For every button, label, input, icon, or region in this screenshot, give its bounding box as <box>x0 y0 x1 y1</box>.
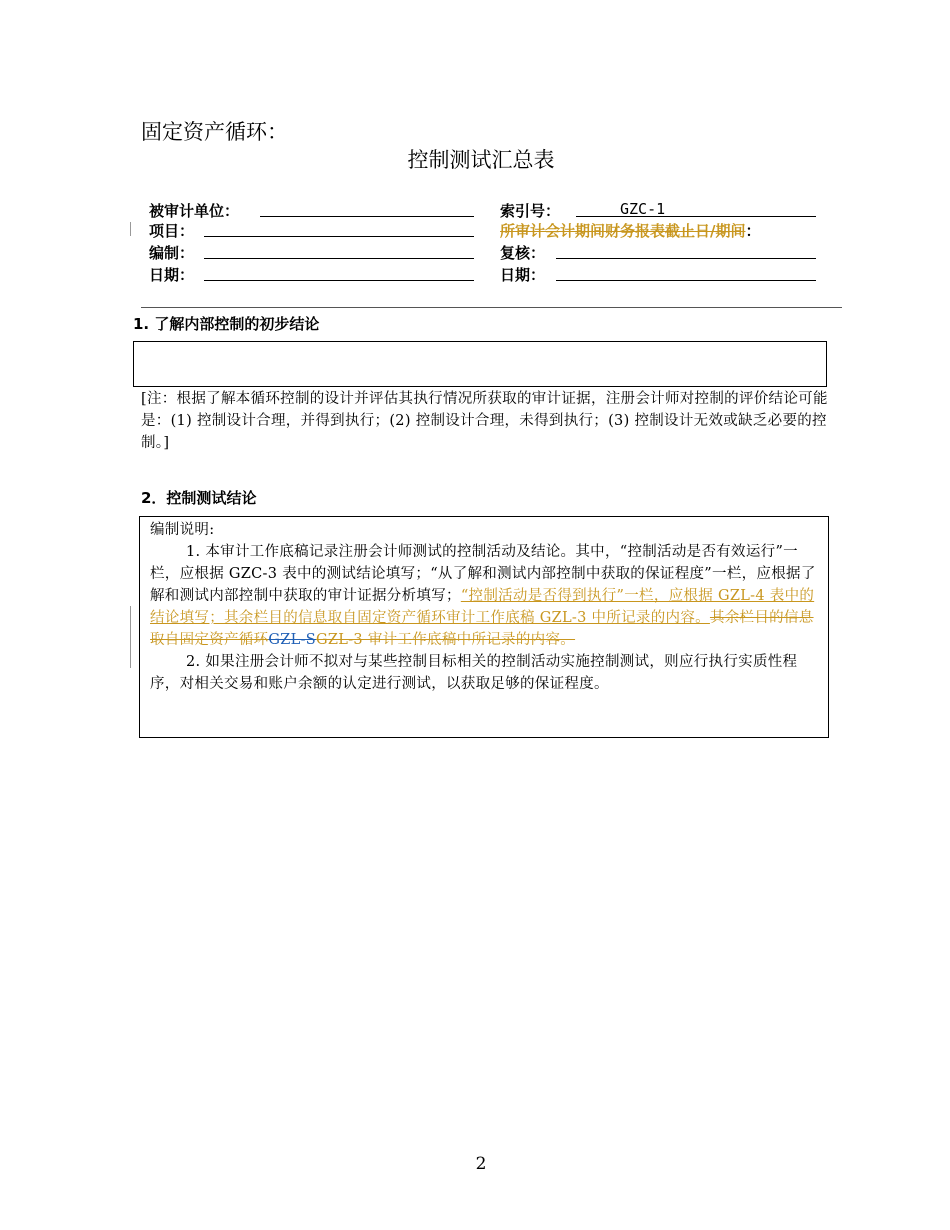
date-label-left: 日期： <box>149 266 195 284</box>
project-label: 项目： <box>149 222 195 240</box>
entity-label: 被审计单位： <box>149 202 240 220</box>
revision-bar <box>130 606 131 668</box>
page-number: 2 <box>475 1154 487 1174</box>
instructions-title: 编制说明: <box>150 522 215 538</box>
document-title: 控制测试汇总表 <box>407 148 555 172</box>
prepared-field-line[interactable] <box>204 258 474 259</box>
preliminary-conclusion-box[interactable] <box>133 341 827 387</box>
date-field-line-left[interactable] <box>204 280 474 281</box>
period-colon: ： <box>745 222 761 240</box>
period-label <box>500 220 761 241</box>
instruction-1-text: 1. 本审计工作底稿记录注册会计师测试的控制活动及结论。其中，“控制活动是否有效运行”一栏，应根据 GZC-3 表中的测试结论填写；“从了解和测试内部控制中获取的保证程度”一栏，应根据了解和测试内部控制中获取的审计证据分析填写； <box>150 544 816 604</box>
instruction-item-1 <box>150 541 819 651</box>
reviewed-field-line[interactable] <box>556 258 816 259</box>
project-field-line[interactable] <box>204 236 474 237</box>
section2-heading: 2．控制测试结论 <box>141 489 257 507</box>
entity-field-line[interactable] <box>260 216 474 217</box>
prepared-label: 编制： <box>149 244 195 262</box>
instructions-box <box>139 516 829 738</box>
instruction-1-deleted-a: 其余栏目的信息取自固定资产循环 <box>150 610 814 648</box>
date-field-line-right[interactable] <box>556 280 816 281</box>
section1-note: [注：根据了解本循环控制的设计并评估其执行情况所获取的审计证据，注册会计师对控制的评价结论可能是：(1) 控制设计合理，并得到执行；(2) 控制设计合理，未得到执行；(3) 控制设计无效或缺乏必要的控制。] <box>141 391 828 451</box>
instruction-1-deleted-blue: GZL-S <box>268 632 317 648</box>
section1-heading: 1. 了解内部控制的初步结论 <box>133 315 320 333</box>
index-value: GZC-1 <box>620 200 666 218</box>
date-label-right: 日期： <box>500 266 546 284</box>
index-label: 索引号： <box>500 202 561 220</box>
instruction-item-2: 2. 如果注册会计师不拟对与某些控制目标相关的控制活动实施控制测试，则应行执行实质性程序，对相关交易和账户余额的认定进行测试，以获取足够的保证程度。 <box>150 654 798 692</box>
reviewed-label: 复核： <box>500 244 546 262</box>
cycle-title: 固定资产循环： <box>141 120 288 144</box>
instruction-1-deleted-b: GZL-3 审计工作底稿中所记录的内容。 <box>316 632 576 648</box>
index-field-line <box>576 216 816 217</box>
section-divider <box>141 307 842 308</box>
period-label-text: 所审计会计期间财务报表截止日/期间 <box>500 222 746 240</box>
instruction-1-inserted: “控制活动是否得到执行”一栏，应根据 GZL-4 表中的结论填写；其余栏目的信息取自固定资产循环审计工作底稿 GZL-3 中所记录的内容。 <box>150 588 815 626</box>
revision-bar <box>130 222 131 236</box>
